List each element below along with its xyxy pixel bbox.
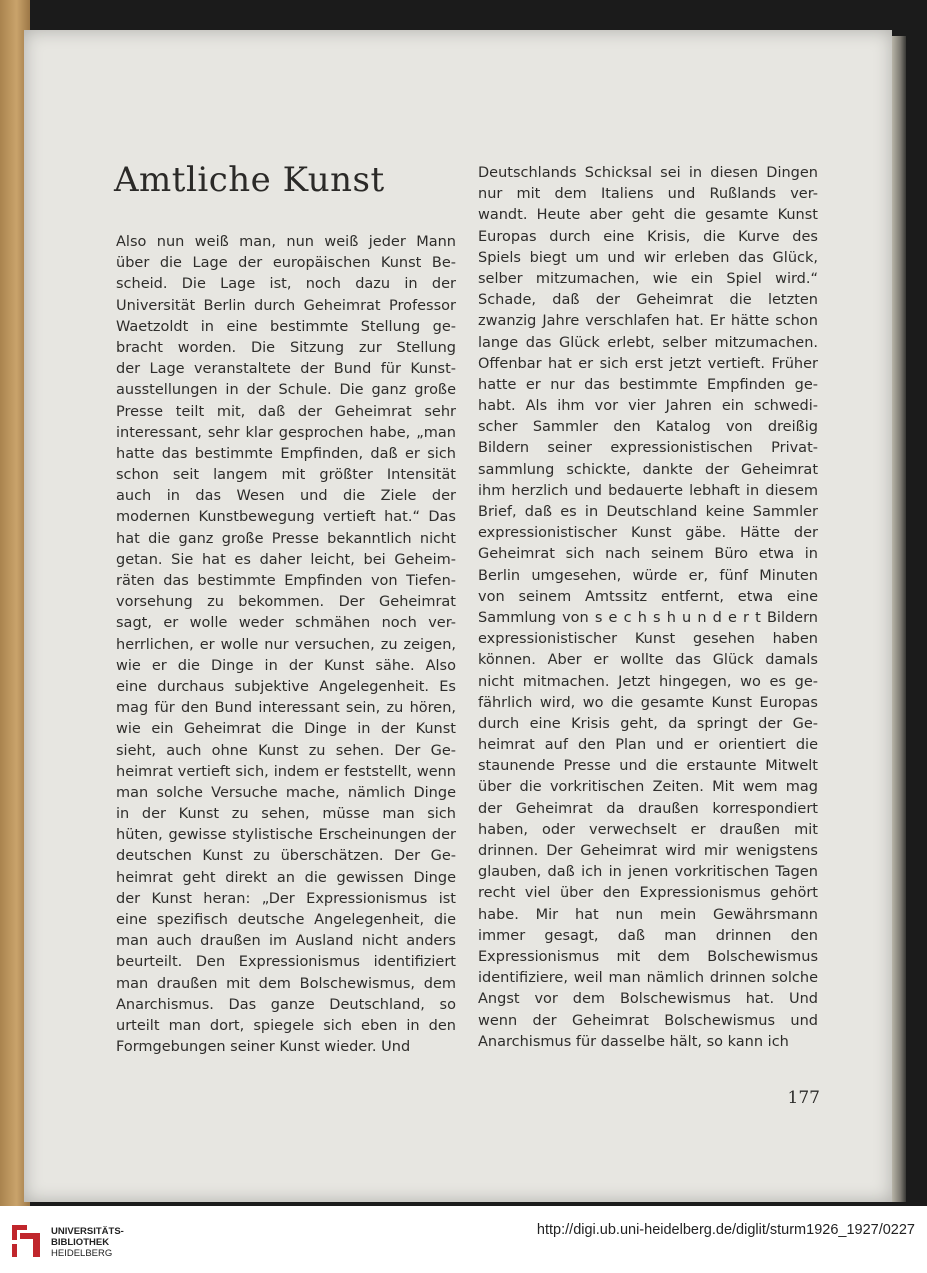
text-line: über die vorkritischen Zeiten. Mit wem mag bbox=[478, 779, 818, 796]
text-line: Schade, daß der Geheimrat die letzten bbox=[478, 292, 818, 309]
text-line: Anarchismus für dasselbe hält, so kann ich bbox=[478, 1033, 789, 1050]
text-line: zwanzig Jahre verschlafen hat. Er hätte schon bbox=[478, 313, 818, 330]
text-line: der Geheimrat da draußen korrespondiert bbox=[478, 800, 818, 817]
text-line: haben, oder verwechselt er draußen mit bbox=[478, 821, 818, 838]
text-line: über die Lage der europäischen Kunst Be- bbox=[116, 255, 456, 272]
text-line: durch eine Krisis geht, da springt der Ge- bbox=[478, 715, 818, 732]
text-line: fährlich wird, wo die gesamte Kunst Europas bbox=[478, 694, 818, 711]
text-line: Sammlung von s e c h s h u n d e r t Bildern bbox=[478, 609, 818, 626]
text-line: eine durchaus subjektive Angelegenheit. Es bbox=[116, 678, 456, 695]
text-line: Anarchismus. Das ganze Deutschland, so bbox=[116, 996, 456, 1013]
logo-line-2: BIBLIOTHEK bbox=[51, 1237, 110, 1248]
text-line: können. Aber er wollte das Glück damals bbox=[478, 652, 818, 669]
library-logo-icon bbox=[9, 1223, 43, 1259]
left-text-column bbox=[116, 232, 456, 1058]
text-line: Presse teilt mit, daß der Geheimrat sehr bbox=[116, 403, 456, 420]
text-line: Expressionismus mit dem Bolschewismus bbox=[478, 948, 818, 965]
text-line: habt. Als ihm vor vier Jahren ein schwedi- bbox=[478, 398, 818, 415]
text-line: nur mit dem Italiens und Rußlands ver- bbox=[478, 186, 818, 203]
text-line: in der Kunst zu sehen, müsse man sich bbox=[116, 806, 456, 823]
text-line: deutschen Kunst zu überschätzen. Der Ge- bbox=[116, 848, 456, 865]
text-line: identifiziere, weil man nämlich drinnen solche bbox=[478, 970, 818, 987]
text-line: hüten, gewisse stylistische Erscheinungen der bbox=[116, 827, 456, 844]
text-line: Also nun weiß man, nun weiß jeder Mann bbox=[116, 234, 456, 250]
text-line: mag für den Bund interessant sein, zu hören, bbox=[116, 700, 456, 717]
text-line: Brief, daß es in Deutschland keine Sammler bbox=[478, 504, 818, 520]
text-line: Waetzoldt in eine bestimmte Stellung ge- bbox=[116, 318, 456, 335]
text-line: Universität Berlin durch Geheimrat Professor bbox=[116, 297, 456, 314]
text-line: ihm herzlich und bedauerte lebhaft in diesem bbox=[478, 482, 818, 499]
text-line: scheid. Die Lage ist, noch dazu in der bbox=[116, 276, 456, 293]
logo-line-1: UNIVERSITÄTS- bbox=[51, 1226, 124, 1237]
text-line: sagt, er wolle weder schmähen noch ver- bbox=[116, 615, 456, 632]
text-line: hatte er nur das bestimmte Empfinden ge- bbox=[478, 376, 818, 393]
text-line: Formgebungen seiner Kunst wieder. Und bbox=[116, 1039, 411, 1056]
permalink-url[interactable]: http://digi.ub.uni-heidelberg.de/diglit/sturm1926_1927/0227 bbox=[536, 1222, 915, 1238]
text-line: sammlung schickte, dankte der Geheimrat bbox=[478, 461, 818, 478]
text-line: interessant, sehr klar gesprochen habe, „man bbox=[116, 424, 456, 441]
text-line: habe. Mir hat nun mein Gewährsmann bbox=[478, 906, 818, 923]
text-line: bracht worden. Die Sitzung zur Stellung bbox=[116, 339, 456, 356]
text-line: der Kunst heran: „Der Expressionismus ist bbox=[116, 890, 456, 907]
text-line: selber mitzumachen, wie ein Spiel wird.“ bbox=[478, 270, 818, 287]
text-line: ausstellungen in der Schule. Die ganz große bbox=[116, 382, 456, 399]
text-line: heimrat geht direkt an die gewissen Dinge bbox=[116, 869, 456, 886]
text-line: wandt. Heute aber geht die gesamte Kunst bbox=[478, 207, 818, 224]
text-line: herrlichen, er wolle nur versuchen, zu zeigen, bbox=[116, 636, 456, 653]
text-line: Berlin umgesehen, würde er, fünf Minuten bbox=[478, 567, 818, 584]
text-line: scher Sammler den Katalog von dreißig bbox=[478, 419, 818, 436]
text-line: beurteilt. Den Expressionismus identifiziert bbox=[116, 954, 456, 971]
text-line: Geheimrat sich nach seinem Büro etwa in bbox=[478, 546, 818, 563]
text-line: man auch draußen im Ausland nicht anders bbox=[116, 933, 456, 950]
logo-line-3: HEIDELBERG bbox=[51, 1248, 113, 1259]
text-line: von seinem Amtssitz entfernt, etwa eine bbox=[478, 588, 818, 605]
text-line: drinnen. Der Geheimrat wird mir wenigstens bbox=[478, 843, 818, 859]
page-number: 177 bbox=[787, 1088, 820, 1108]
text-line: expressionistischer Kunst gäbe. Hätte der bbox=[478, 525, 818, 542]
text-line: nicht mitmachen. Jetzt hingegen, wo es ge- bbox=[478, 673, 818, 690]
text-line: auch in das Wesen und die Ziele der bbox=[116, 488, 456, 505]
text-line: hat die ganz große Presse bekanntlich nicht bbox=[116, 530, 456, 547]
text-line: lange das Glück erlebt, selber mitzumachen. bbox=[478, 334, 818, 351]
text-line: Europas durch eine Krisis, die Kurve des bbox=[478, 228, 818, 245]
article-title: Amtliche Kunst bbox=[114, 160, 385, 200]
text-line: man solche Versuche mache, nämlich Dinge bbox=[116, 784, 456, 801]
text-line: hatte das bestimmte Empfinden, daß er sich bbox=[116, 445, 456, 462]
viewer-footer bbox=[0, 1206, 927, 1273]
text-line: modernen Kunstbewegung vertieft hat.“ Das bbox=[116, 509, 456, 526]
text-line: Offenbar hat er sich erst jetzt vertieft. Früher bbox=[478, 355, 818, 372]
text-line: urteilt man dort, spiegele sich eben in den bbox=[116, 1017, 456, 1034]
text-line: man draußen mit dem Bolschewismus, dem bbox=[116, 975, 456, 992]
text-line: heimrat auf den Plan und er orientiert die bbox=[478, 737, 818, 754]
text-line: immer gesagt, daß man drinnen den bbox=[478, 927, 818, 944]
text-line: staunende Presse und die erstaunte Mitwelt bbox=[478, 758, 818, 775]
text-line: Deutschlands Schicksal sei in diesen Dingen bbox=[478, 165, 818, 181]
text-line: der Lage veranstaltete der Bund für Kunst- bbox=[116, 361, 456, 378]
text-line: expressionistischer Kunst gesehen haben bbox=[478, 631, 818, 648]
text-line: räten das bestimmte Empfinden von Tiefen- bbox=[116, 573, 456, 589]
text-line: wie er die Dinge in der Kunst sähe. Also bbox=[116, 657, 456, 674]
text-line: wie ein Geheimrat die Dinge in der Kunst bbox=[116, 721, 456, 738]
text-line: wenn der Geheimrat Bolschewismus und bbox=[478, 1012, 818, 1029]
text-line: eine spezifisch deutsche Angelegenheit, die bbox=[116, 912, 456, 928]
text-line: glauben, daß ich in jenen vorkritischen Tagen bbox=[478, 864, 818, 881]
text-line: vorsehung zu bekommen. Der Geheimrat bbox=[116, 594, 456, 611]
text-line: getan. Sie hat es daher leicht, bei Geheim- bbox=[116, 551, 456, 568]
text-line: sieht, auch ohne Kunst zu sehen. Der Ge- bbox=[116, 742, 456, 759]
text-line: recht viel über den Expressionismus gehört bbox=[478, 885, 818, 902]
library-logo-text bbox=[51, 1226, 124, 1259]
right-text-column bbox=[478, 163, 818, 1053]
text-line: Spiels biegt um und wir erleben das Glück, bbox=[478, 249, 818, 266]
text-line: heimrat vertieft sich, indem er feststellt, wenn bbox=[116, 763, 456, 780]
text-line: Bildern seiner expressionistischen Privat- bbox=[478, 440, 818, 457]
page-edge bbox=[892, 36, 906, 1202]
text-line: schon seit langem mit größter Intensität bbox=[116, 467, 456, 484]
text-line: Angst vor dem Bolschewismus hat. Und bbox=[478, 991, 818, 1008]
